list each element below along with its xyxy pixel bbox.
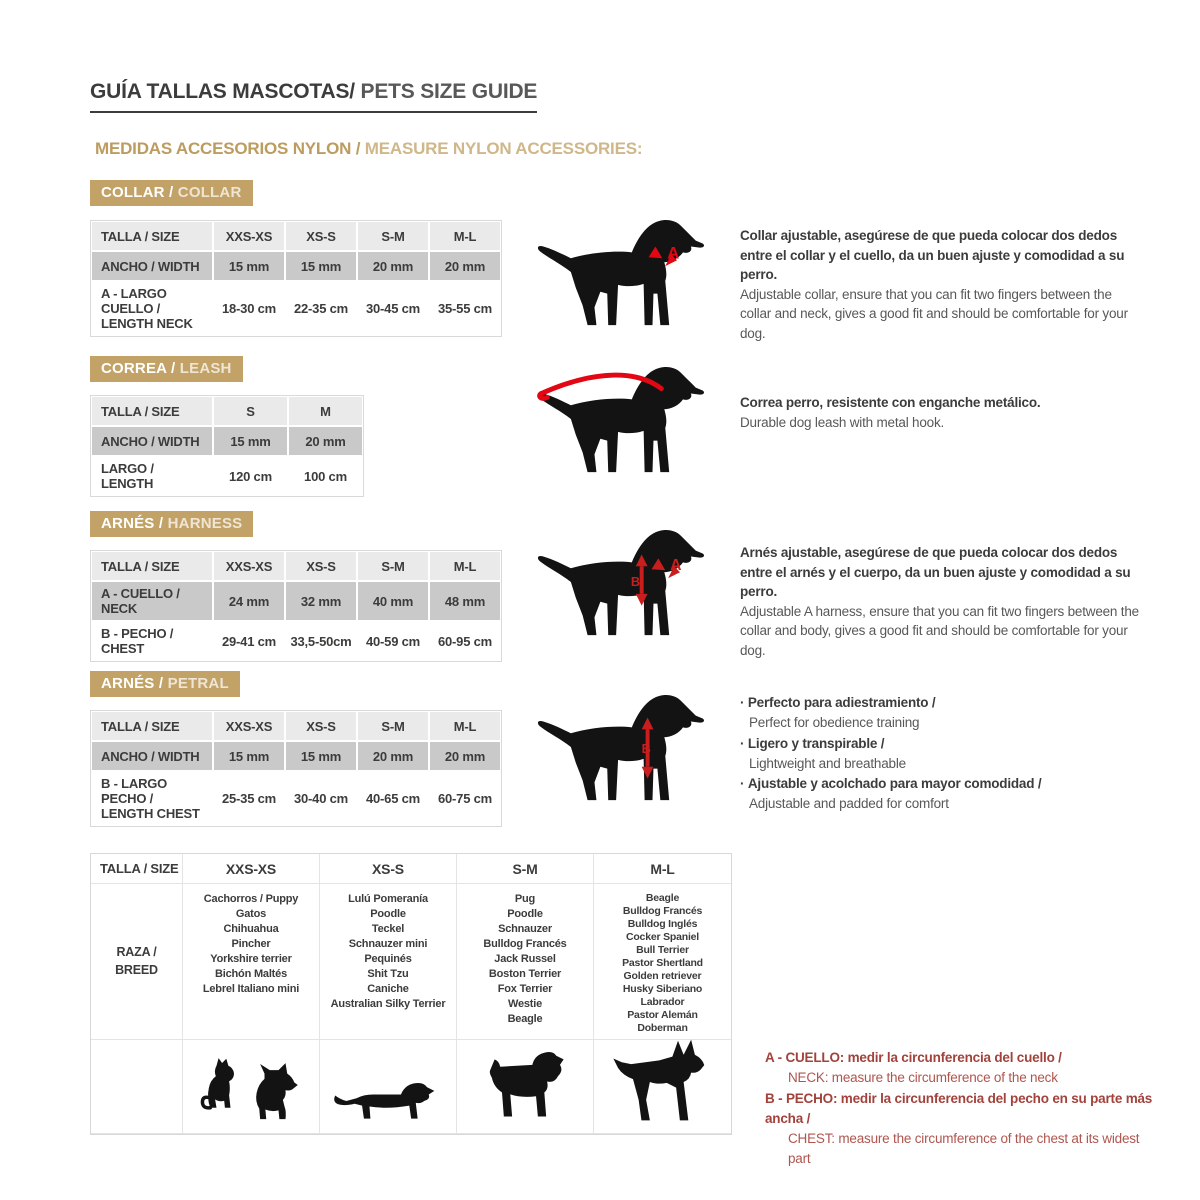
value-cell: 22-35 cm [285,281,357,336]
cat-icon [199,1042,241,1126]
table-row [91,251,501,281]
leash-badge-es: CORREA / [101,360,180,377]
header-cell: XXS-XS [213,221,285,251]
breed-item: Pequinés [364,953,412,965]
value-cell: 60-95 cm [429,621,501,661]
note-a-es: A - CUELLO: medir la circunferencia del cuello / [765,1050,1062,1065]
table-row [91,281,501,336]
header-cell: S-M [357,551,429,581]
header-cell: XXS-XS [213,711,285,741]
value-cell: 29-41 cm [213,621,285,661]
harness-dog-figure [533,525,711,643]
row-label-cell: ANCHO / WIDTH [91,741,213,771]
feature-item [740,734,1145,775]
breed-item: Bichón Maltés [215,968,287,980]
value-cell: 24 mm [213,581,285,621]
note-a-en: NECK: measure the circumference of the neck [788,1070,1058,1086]
breed-item: Doberman [637,1022,688,1034]
value-cell: 40-65 cm [357,771,429,826]
note-item [765,1089,1165,1170]
value-cell: 120 cm [213,456,288,496]
breed-item: Jack Russel [494,953,556,965]
petral-badge-en: PETRAL [167,675,229,692]
header-cell: XS-S [285,711,357,741]
schnauzer-icon [479,1048,571,1126]
feature-item [740,774,1145,815]
petral-dog-figure [533,690,711,808]
row-label-cell: B - PECHO / CHEST [91,621,213,661]
row-label-cell: ANCHO / WIDTH [91,426,213,456]
harness-description [740,543,1145,660]
page-subtitle [95,139,642,159]
feature-en: Lightweight and breathable [749,755,906,771]
header-cell: TALLA / SIZE [91,711,213,741]
breed-item: Husky Siberiano [622,983,703,995]
value-cell: 48 mm [429,581,501,621]
measure-label-b: B [641,740,651,756]
value-cell: 20 mm [357,251,429,281]
value-cell: 33,5-50cm [285,621,357,661]
dog-silhouette-harness-icon [533,525,711,643]
silhouette-cell-xs-s [320,1040,457,1134]
row-label-cell: ANCHO / WIDTH [91,251,213,281]
collar-badge-es: COLLAR / [101,184,178,201]
breed-item: Lulú Pomeranía [348,893,428,905]
value-cell: 32 mm [285,581,357,621]
note-b-en: CHEST: measure the circumference of the chest at its widest part [788,1131,1140,1167]
silhouette-cell-xxs-xs [183,1040,320,1134]
breed-item: Gatos [235,908,267,920]
header-cell: TALLA / SIZE [91,551,213,581]
value-cell: 20 mm [429,251,501,281]
breed-item: Bulldog Francés [483,938,567,950]
breed-item: Lebrel Italiano mini [202,983,300,995]
breed-item: Poodle [370,908,406,920]
breed-item: Cocker Spaniel [625,931,700,943]
feature-es: · Ligero y transpirable / [740,734,1145,754]
value-cell: 15 mm [213,251,285,281]
table-row [91,621,501,661]
table-header-row [91,396,363,426]
header-cell: S [213,396,288,426]
breed-list-xxs-xs [183,884,320,1040]
harness-size-table [90,550,502,662]
leash-size-table [90,395,364,497]
row-label-cell: A - CUELLO / NECK [91,581,213,621]
dachshund-icon [332,1076,444,1126]
petral-size-table [90,710,502,827]
breed-item: Poodle [507,908,543,920]
breed-item: Schnauzer [498,923,552,935]
header-cell: S-M [357,221,429,251]
value-cell: 60-75 cm [429,771,501,826]
breed-item: Pincher [231,938,271,950]
collar-desc-es: Collar ajustable, asegúrese de que pueda colocar dos dedos entre el collar y el cuello, da un buen ajuste y comodidad a su perro. [740,228,1125,283]
breed-item: Labrador [640,996,685,1008]
harness-desc-en: Adjustable A harness, ensure that you can fit two fingers between the collar and body, gives a good fit and should be comfortable for your dog. [740,603,1139,658]
feature-item [740,693,1145,734]
measure-label-a: A [670,557,682,575]
table-row [91,426,363,456]
harness-badge [90,511,253,537]
value-cell: 40-59 cm [357,621,429,661]
breed-row-label-es: RAZA / [116,945,157,959]
chihuahua-icon [247,1058,303,1126]
value-cell: 100 cm [288,456,363,496]
header-cell: S-M [357,711,429,741]
empty-cell [91,1040,183,1134]
breed-item: Schnauzer mini [348,938,428,950]
leash-dog-figure [533,362,711,480]
header-cell: XS-S [285,551,357,581]
leash-badge [90,356,243,382]
dog-silhouette-collar-icon [533,215,711,333]
value-cell: 40 mm [357,581,429,621]
page-title [90,80,537,113]
feature-en: Perfect for obedience training [749,715,920,731]
value-cell: 20 mm [429,741,501,771]
header-cell: TALLA / SIZE [91,396,213,426]
breed-item: Westie [507,998,543,1010]
petral-badge [90,671,240,697]
header-cell: M-L [429,551,501,581]
breed-item: Caniche [367,983,409,995]
value-cell: 30-40 cm [285,771,357,826]
breed-item: Bull Terrier [636,944,689,956]
breed-header-cell: XS-S [320,854,457,884]
value-cell: 15 mm [285,251,357,281]
breed-item: Yorkshire terrier [210,953,292,965]
table-row [91,771,501,826]
feature-en: Adjustable and padded for comfort [749,796,949,812]
petral-feature-list [740,693,1145,815]
collar-desc-en: Adjustable collar, ensure that you can fit two fingers between the collar and neck, gives a good fit and should be comfortable for your dog. [740,286,1128,341]
petral-badge-es: ARNÉS / [101,675,168,692]
silhouette-cell-m-l [594,1040,731,1134]
note-item [765,1048,1165,1089]
value-cell: 15 mm [285,741,357,771]
header-cell: M [288,396,363,426]
breed-item: Fox Terrier [497,983,553,995]
breed-item: Beagle [645,892,680,904]
feature-es: · Perfecto para adiestramiento / [740,693,1145,713]
breed-item: Cachorros / Puppy [203,893,299,905]
collar-size-table [90,220,502,337]
breed-header-cell: S-M [457,854,594,884]
value-cell: 18-30 cm [213,281,285,336]
value-cell: 20 mm [357,741,429,771]
silhouette-cell-s-m [457,1040,594,1134]
breed-item: Bulldog Francés [622,905,703,917]
dog-silhouette-petral-icon [533,690,711,808]
leash-description [740,393,1145,432]
leash-desc-en: Durable dog leash with metal hook. [740,414,945,430]
value-cell: 15 mm [213,741,285,771]
breed-size-table [90,853,732,1135]
value-cell: 25-35 cm [213,771,285,826]
breed-list-xs-s [320,884,457,1040]
breed-item: Pug [514,893,536,905]
dog-silhouette-leash-icon [533,362,711,480]
breed-item: Bulldog Inglés [627,918,698,930]
header-cell: XS-S [285,221,357,251]
collar-badge [90,180,253,206]
table-header-row [91,711,501,741]
note-b-es: B - PECHO: medir la circunferencia del pecho en su parte más ancha / [765,1090,1153,1126]
breed-item: Pastor Shertland [622,957,703,969]
header-cell: M-L [429,711,501,741]
breed-header-cell: XXS-XS [183,854,320,884]
page-title-en: PETS SIZE GUIDE [354,80,538,103]
value-cell: 20 mm [288,426,363,456]
harness-badge-es: ARNÉS / [101,515,168,532]
value-cell: 30-45 cm [357,281,429,336]
breed-row-label-en: BREED [115,962,158,977]
table-row [91,456,363,496]
collar-badge-en: COLLAR [177,184,242,201]
breed-item: Australian Silky Terrier [330,998,446,1010]
breed-row-label [91,884,183,1040]
header-cell: TALLA / SIZE [91,221,213,251]
measure-label-a: A [667,243,680,263]
breed-item: Teckel [371,923,405,935]
header-cell: M-L [429,221,501,251]
page-title-es: GUÍA TALLAS MASCOTAS/ [90,80,355,103]
subtitle-es: MEDIDAS ACCESORIOS NYLON / [95,139,365,158]
row-label-cell: LARGO / LENGTH [91,456,213,496]
leash-desc-es: Correa perro, resistente con enganche metálico. [740,395,1041,410]
table-row [91,741,501,771]
breed-list-s-m [457,884,594,1040]
measure-label-b: B [630,573,640,589]
breed-header-cell: M-L [594,854,731,884]
harness-desc-es: Arnés ajustable, asegúrese de que pueda colocar dos dedos entre el arnés y el cuerpo, da un buen ajuste y comodidad a su perro. [740,545,1131,600]
value-cell: 15 mm [213,426,288,456]
header-cell: XXS-XS [213,551,285,581]
table-header-row [91,221,501,251]
breed-item: Boston Terrier [488,968,562,980]
breed-item: Pastor Alemán [627,1009,698,1021]
table-row [91,581,501,621]
measuring-notes [765,1048,1165,1170]
doberman-icon [610,1036,716,1126]
collar-dog-figure [533,215,711,333]
table-header-row [91,551,501,581]
collar-description [740,226,1145,343]
breed-item: Chihuahua [223,923,279,935]
breed-item: Golden retriever [623,970,702,982]
breed-item: Beagle [507,1013,543,1025]
leash-badge-en: LEASH [179,360,232,377]
breed-header-cell: TALLA / SIZE [91,854,183,884]
breed-item: Shit Tzu [367,968,409,980]
harness-badge-en: HARNESS [167,515,243,532]
subtitle-en: MEASURE NYLON ACCESSORIES: [364,139,643,158]
row-label-cell: A - LARGO CUELLO / LENGTH NECK [91,281,213,336]
breed-list-m-l [594,884,731,1040]
feature-es: · Ajustable y acolchado para mayor comodidad / [740,774,1145,794]
value-cell: 35-55 cm [429,281,501,336]
row-label-cell: B - LARGO PECHO / LENGTH CHEST [91,771,213,826]
